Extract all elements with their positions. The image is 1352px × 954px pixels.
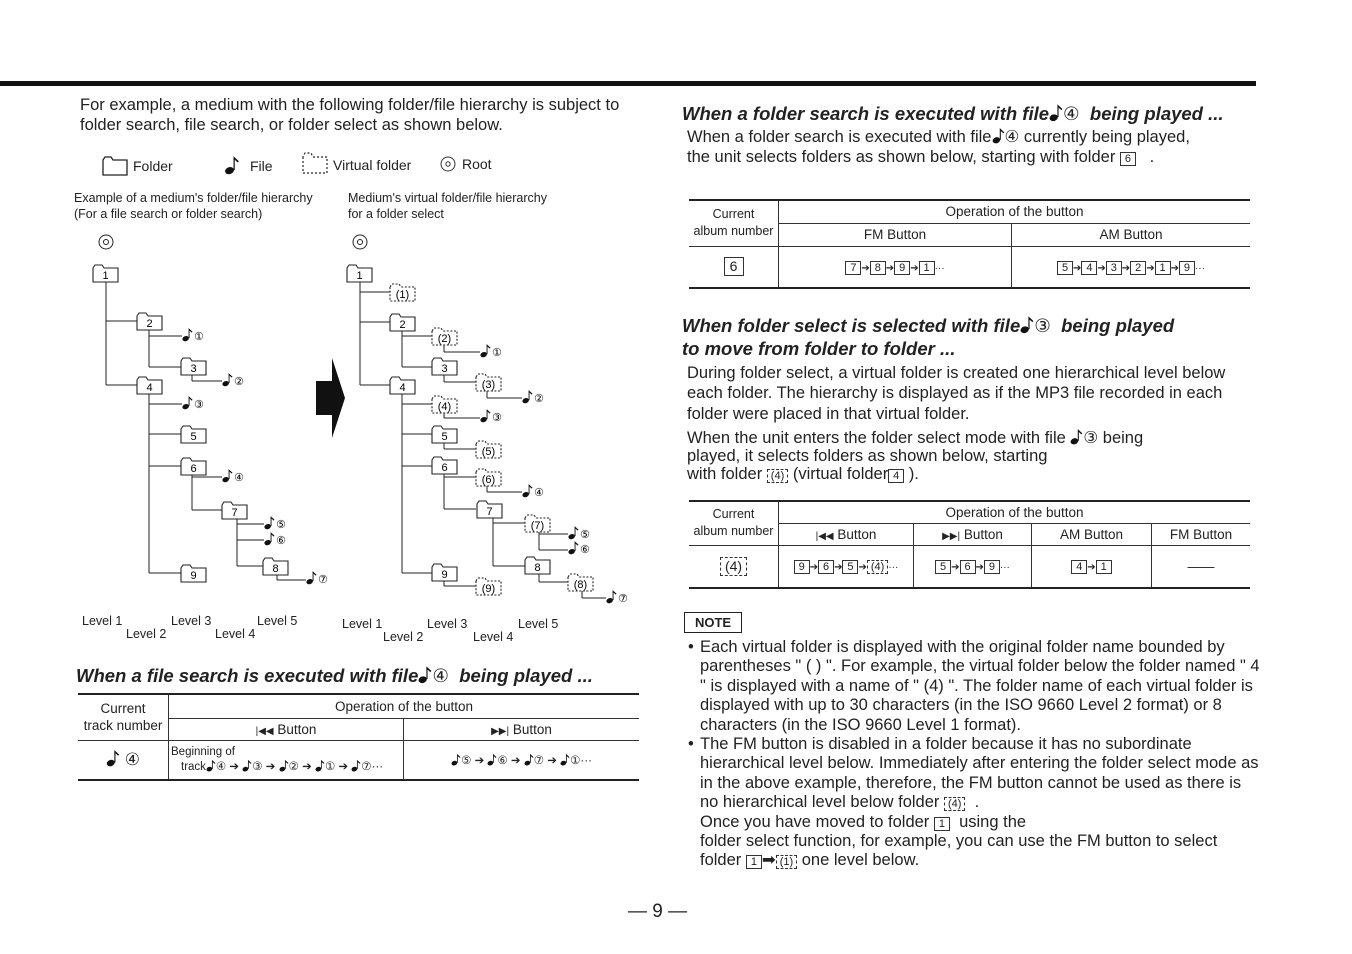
- folder-sequence-item: 4: [1081, 261, 1097, 275]
- arrow-right-icon: ➔: [885, 262, 895, 274]
- folder-icon: [93, 265, 118, 282]
- right-level-2: Level 2: [383, 630, 424, 644]
- arrow-right-icon: ➔: [858, 562, 867, 574]
- right-caption-line2: for a folder select: [348, 207, 444, 221]
- folder-sequence-item: 1: [1096, 560, 1112, 574]
- folder-icon: [102, 156, 128, 176]
- folder-label: (7): [530, 520, 545, 532]
- file-label: ①: [194, 330, 204, 343]
- virtual-folder-icon: [476, 374, 501, 391]
- next-button-label: Button: [512, 721, 552, 737]
- note-item-2-a: The FM button is disabled in a folder because it has no subordinate hierarchical level below. Immediately after entering the folder select mode as in the above example, therefore, the FM button cannot be used as there is no hierarchical level below folder: [700, 735, 1259, 812]
- p2-c: played, it selects folders as shown below, starting: [687, 447, 1048, 465]
- file-label: ⑥: [580, 543, 590, 556]
- prev-sequence: [171, 759, 403, 774]
- folder-sequence-item: 1: [1155, 261, 1171, 275]
- note-item-2-e: folder select function, for example, you can use the FM button to select folder: [700, 832, 1218, 870]
- folder-badge: 6: [1120, 152, 1136, 166]
- prev-sequence-items: [206, 761, 383, 773]
- arrow-right-icon: ➔: [1170, 262, 1179, 274]
- folder-label: 1: [102, 270, 109, 282]
- arrow-right-icon: ➔: [910, 262, 919, 274]
- file-label: ⑦: [318, 573, 328, 586]
- right-virtual-folder-tree: [330, 228, 640, 610]
- folder-label: (9): [481, 583, 496, 595]
- file-label: ⑤: [276, 518, 286, 531]
- folder-search-heading-text: When a folder search is executed with file: [682, 103, 1050, 124]
- right-level-1: Level 1: [342, 617, 383, 631]
- folder-label: 8: [272, 563, 279, 575]
- left-folder-tree: [70, 228, 350, 610]
- folder-label: 3: [441, 363, 448, 375]
- current-track-header: [78, 694, 169, 740]
- current-track-value: [78, 740, 169, 780]
- prev-value-line2: track: [181, 761, 206, 774]
- folder-search-body: [687, 127, 1207, 167]
- arrow-right-icon: ➔: [975, 562, 984, 574]
- folder-label: (5): [481, 446, 496, 458]
- file-note-icon: [1020, 315, 1034, 334]
- note-list: [686, 638, 1261, 871]
- folder-label: 2: [146, 318, 153, 330]
- next-sequence-items: [935, 558, 1010, 573]
- skip-forward-icon: ▶▶|: [491, 725, 510, 737]
- arrow-right-icon: ➔: [226, 761, 243, 774]
- arrow-right-icon: ➔: [1146, 262, 1155, 274]
- right-tree-folders: [347, 265, 550, 581]
- bullet: •: [688, 638, 694, 656]
- folder-select-body-p2: [687, 428, 1247, 483]
- file-search-table: [78, 693, 639, 781]
- p2-b: being: [1102, 429, 1144, 447]
- left-level-2: Level 2: [126, 627, 167, 641]
- prev-button-label: Button: [277, 721, 317, 737]
- file-note-icon: [206, 759, 216, 772]
- right-level-3: Level 3: [427, 617, 468, 631]
- note-badge: NOTE: [684, 612, 742, 633]
- folder-icon: [181, 458, 206, 475]
- root-icon: [440, 156, 456, 172]
- next-button-label: Button: [963, 526, 1003, 542]
- legend-virtual-folder-label: Virtual folder: [333, 157, 412, 173]
- file-label: ②: [534, 392, 544, 405]
- folder-search-heading: [682, 102, 1224, 125]
- file-note-icon: [182, 396, 204, 411]
- ellipsis: ···: [999, 562, 1010, 574]
- intro-text: For example, a medium with the following folder/file hierarchy is subject to folder search, file search, or folder select as shown below.: [80, 96, 620, 134]
- file-note-icon: [315, 759, 325, 772]
- folder-icon: [263, 558, 288, 575]
- left-level-5: Level 5: [257, 614, 298, 628]
- folder-sequence-item: 6: [818, 560, 834, 574]
- note-item-2: [686, 735, 1261, 871]
- current-virtual-folder: (4): [720, 557, 747, 576]
- p2-num: ③: [1083, 429, 1099, 447]
- note-item-1: [686, 638, 1261, 735]
- virtual-folder-badge: (4): [944, 797, 965, 811]
- p2-e: (virtual folder: [792, 465, 889, 483]
- am-button-header: AM Button: [1012, 223, 1251, 246]
- virtual-folder-badge: (4): [767, 469, 788, 483]
- file-search-heading: [76, 664, 593, 687]
- folder-label: 9: [441, 569, 448, 581]
- arrow-right-icon: ➔: [1073, 262, 1082, 274]
- file-note-icon: [306, 571, 328, 586]
- file-note-icon: [182, 328, 204, 343]
- file-label: ⑤: [580, 528, 590, 541]
- virtual-folder-icon: [432, 396, 457, 413]
- file-note-icon: [480, 344, 502, 359]
- arrow-right-icon: ➔: [861, 262, 870, 274]
- right-level-5: Level 5: [518, 617, 559, 631]
- file-note-icon: [351, 759, 361, 772]
- left-tree-caption: [74, 190, 313, 222]
- next-sequence-cell: [914, 545, 1032, 588]
- file-note-icon: [242, 759, 252, 772]
- right-tree-virtual-folders: [390, 284, 593, 595]
- folder-select-heading-text: When folder select is selected with file: [682, 315, 1021, 336]
- folder-select-table: [689, 500, 1250, 589]
- fm-button-header: FM Button: [779, 223, 1012, 246]
- file-label: ⑥: [276, 534, 286, 547]
- arrow-right-icon: ➔: [1121, 262, 1131, 274]
- folder-sequence-item: 9: [894, 261, 910, 275]
- folder-sequence-item: 9: [794, 560, 810, 574]
- current-album-value: [689, 246, 779, 288]
- top-rule: [0, 81, 1256, 86]
- arrow-right-icon: ➔: [507, 754, 524, 767]
- arrow-right-icon: ➔: [298, 761, 315, 774]
- page-number: — 9 —: [628, 901, 688, 922]
- folder-sequence-item: 7: [845, 261, 861, 275]
- prev-button-label: Button: [837, 526, 877, 542]
- folder-icon: [477, 501, 502, 518]
- fm-sequence-cell: [779, 246, 1012, 288]
- fm-sequence-items: [845, 259, 944, 274]
- prev-sequence-cell: [779, 545, 914, 588]
- skip-forward-icon: ▶▶|: [942, 530, 961, 542]
- next-sequence-cell: [404, 740, 640, 780]
- folder-label: 2: [399, 319, 406, 331]
- sequence-item: ④: [206, 761, 226, 773]
- note-item-2-f: one level below.: [801, 851, 920, 870]
- folder-icon: [181, 426, 206, 443]
- folder-label: (2): [437, 333, 452, 345]
- virtual-folder-icon: [476, 441, 501, 458]
- left-caption-line2: (For a file search or folder search): [74, 207, 263, 221]
- file-note-icon: [568, 541, 590, 556]
- left-level-4: Level 4: [215, 627, 256, 641]
- arrow-right-icon: ➔: [471, 754, 488, 767]
- sequence-item: ①: [315, 761, 335, 773]
- folder-sequence-item: 9: [1179, 261, 1195, 275]
- am-sequence-items: [1071, 558, 1111, 573]
- file-note-icon: [279, 759, 289, 772]
- virtual-folder-icon: [432, 328, 457, 345]
- folder-label: (8): [573, 579, 588, 591]
- virtual-folder-icon: [525, 515, 550, 532]
- folder-label: (3): [481, 379, 496, 391]
- header-line: album number: [693, 224, 774, 239]
- folder-icon: [181, 565, 206, 582]
- fm-value-cell: ——: [1152, 545, 1251, 588]
- file-note-icon: [418, 665, 432, 684]
- file-note-icon: [264, 516, 286, 531]
- folder-sequence-item: (4): [867, 560, 888, 574]
- p2-d: with folder: [687, 465, 763, 483]
- folder-sequence-item: 1: [919, 261, 935, 275]
- folder-label: (1): [395, 289, 410, 301]
- ellipsis: ···: [934, 262, 945, 274]
- file-note-icon: [522, 484, 544, 499]
- file-label: ④: [534, 486, 544, 499]
- virtual-folder-icon: [568, 574, 593, 591]
- right-level-4: Level 4: [473, 630, 514, 644]
- left-level-3: Level 3: [171, 614, 212, 628]
- sequence-item: ⑥: [487, 755, 507, 767]
- right-tree-caption: [348, 190, 547, 222]
- header-line: Current: [100, 701, 146, 717]
- folder-sequence-item: 2: [1130, 261, 1146, 275]
- folder-icon: [347, 265, 372, 282]
- note-item-2-c: Once you have moved to folder: [700, 812, 930, 831]
- folder-select-heading-num: ③: [1034, 315, 1051, 336]
- arrow-right-icon: ➔: [1087, 562, 1096, 574]
- file-note-icon: [222, 469, 244, 484]
- next-button-header: [404, 718, 640, 740]
- folder-icon: [432, 426, 457, 443]
- operation-header: Operation of the button: [779, 501, 1251, 523]
- file-note-icon: [487, 753, 497, 766]
- file-search-heading-text: When a file search is executed with file: [76, 665, 419, 686]
- ellipsis: ···: [580, 754, 592, 767]
- left-level-1: Level 1: [82, 614, 123, 628]
- folder-label: 4: [146, 382, 153, 394]
- p2-g: ).: [908, 465, 919, 483]
- folder-icon: [432, 358, 457, 375]
- file-note-icon: [264, 532, 286, 547]
- folder-search-body-num: ④: [1004, 128, 1020, 146]
- virtual-folder-icon: [390, 284, 415, 301]
- file-search-heading-post: being played ...: [459, 665, 593, 686]
- current-album-header: [689, 501, 779, 545]
- header-line: album number: [693, 524, 774, 539]
- folder-label: 8: [534, 562, 541, 574]
- legend-root-label: Root: [462, 156, 492, 172]
- folder-select-heading: [682, 314, 1174, 360]
- file-note-icon: [522, 390, 544, 405]
- arrow-right-icon: ➔: [544, 754, 561, 767]
- folder-badge: 4: [888, 469, 904, 483]
- file-note-icon: [480, 409, 502, 424]
- sequence-item: ①: [560, 755, 580, 767]
- sequence-item: ⑦: [351, 761, 371, 773]
- folder-label: 1: [356, 270, 363, 282]
- prev-sequence-cell: [169, 740, 404, 780]
- left-caption-line1: Example of a medium's folder/file hierarchy: [74, 191, 313, 205]
- ellipsis: ···: [371, 761, 384, 774]
- prev-button-header: [169, 718, 404, 740]
- folder-label: (6): [481, 474, 496, 486]
- virtual-folder-badge: (1): [776, 855, 797, 869]
- folder-icon: [390, 377, 415, 394]
- header-line: track number: [83, 718, 163, 734]
- file-note-icon: [224, 155, 240, 175]
- folder-search-body-2: currently being played, the unit selects folders as shown below, starting with folder: [687, 128, 1190, 166]
- file-label: ③: [194, 398, 204, 411]
- prev-sequence-items: [794, 558, 899, 573]
- folder-label: 9: [190, 570, 197, 582]
- folder-sequence-item: 3: [1106, 261, 1122, 275]
- folder-search-table: [689, 199, 1250, 289]
- sequence-item: ②: [279, 761, 299, 773]
- next-sequence-items: [451, 755, 592, 767]
- arrow-right-icon: ➔: [834, 562, 843, 574]
- folder-label: 3: [190, 363, 197, 375]
- folder-select-body-p1: During folder select, a virtual folder is created one hierarchical level below each folder. The hierarchy is displayed as if the MP3 file recorded in each folder were placed in that virtual folder.: [687, 364, 1226, 423]
- file-note-icon: [606, 590, 628, 605]
- prev-button-header: [779, 523, 914, 545]
- arrow-right-icon: ➔: [1097, 262, 1106, 274]
- file-note-icon: [451, 753, 461, 766]
- folder-label: 7: [231, 507, 238, 519]
- folder-badge: 1: [934, 817, 950, 831]
- sequence-item: ⑤: [451, 755, 471, 767]
- file-search-heading-num: ④: [432, 665, 449, 686]
- right-caption-line1: Medium's virtual folder/file hierarchy: [348, 191, 547, 205]
- folder-label: 5: [190, 431, 197, 443]
- folder-icon: [390, 314, 415, 331]
- folder-sequence-item: 4: [1071, 560, 1087, 574]
- next-button-header: [914, 523, 1032, 545]
- folder-sequence-item: 9: [984, 560, 1000, 574]
- arrow-right-icon: ➔: [262, 761, 279, 774]
- sequence-item: ⑦: [524, 755, 544, 767]
- file-label: ①: [492, 346, 502, 359]
- legend-file-label: File: [250, 158, 273, 174]
- folder-sequence-item: 6: [960, 560, 976, 574]
- folder-sequence-item: 5: [935, 560, 951, 574]
- left-tree-folders: [93, 265, 288, 582]
- file-label: ⑦: [618, 592, 628, 605]
- note-item-2-d: using the: [959, 812, 1027, 831]
- folder-select-heading-line2: to move from folder to folder ...: [682, 338, 956, 359]
- am-sequence-cell: [1032, 545, 1152, 588]
- file-label: ②: [234, 375, 244, 388]
- file-label: ③: [492, 411, 502, 424]
- folder-icon: [181, 358, 206, 375]
- bullet: •: [688, 735, 694, 754]
- file-note-icon: [1049, 103, 1063, 122]
- folder-icon: [432, 564, 457, 581]
- note-item-2-b: .: [974, 793, 980, 812]
- am-button-header: AM Button: [1032, 523, 1152, 545]
- file-note-icon: [106, 749, 120, 767]
- current-track-number: ④: [124, 750, 140, 770]
- folder-label: (4): [437, 401, 452, 413]
- legend-folder-label: Folder: [133, 158, 173, 174]
- ellipsis: ···: [888, 562, 899, 574]
- folder-search-body-1: When a folder search is executed with file: [687, 128, 992, 146]
- p2-a: When the unit enters the folder select mode with file: [687, 429, 1066, 447]
- folder-sequence-item: 5: [1057, 261, 1073, 275]
- skip-back-icon: |◀◀: [255, 725, 274, 737]
- arrow-right-icon: ➔: [809, 562, 819, 574]
- folder-sequence-item: 8: [870, 261, 886, 275]
- file-note-icon: [992, 127, 1005, 144]
- note-item-1-text: Each virtual folder is displayed with the original folder name bounded by parentheses " ( ) ". For example, the virtual folder below the folder named " 4 " is displayed with a name of " (4) ". The folder name of each virtual folder is displayed with up to 30 characters (in the ISO 9660 Level 2 format) or 8 characters (in the ISO 9660 Level 1 format).: [700, 638, 1260, 734]
- am-sequence-cell: [1012, 246, 1251, 288]
- current-album-header: [689, 200, 779, 246]
- folder-badge: 1: [746, 855, 762, 869]
- virtual-folder-icon: [476, 469, 501, 486]
- file-label: ④: [234, 471, 244, 484]
- folder-label: 7: [486, 506, 493, 518]
- arrow-right-icon: ➡: [761, 851, 776, 870]
- virtual-folder-icon: [476, 578, 501, 595]
- folder-search-heading-num: ④: [1063, 103, 1080, 124]
- folder-search-body-end: .: [1149, 147, 1155, 166]
- sequence-item: ③: [242, 761, 262, 773]
- folder-icon: [137, 313, 162, 330]
- file-note-icon: [1070, 428, 1083, 445]
- folder-icon: [525, 557, 550, 574]
- folder-icon: [137, 377, 162, 394]
- file-note-icon: [568, 526, 590, 541]
- header-line: Current: [712, 507, 755, 522]
- arrow-right-icon: ➔: [335, 761, 352, 774]
- folder-search-heading-post: being played ...: [1089, 103, 1224, 124]
- folder-label: 5: [441, 431, 448, 443]
- folder-select-heading-post: being played: [1061, 315, 1175, 336]
- header-line: Current: [712, 207, 755, 222]
- operation-header: Operation of the button: [779, 200, 1251, 223]
- prev-value-line1: Beginning of: [171, 746, 235, 759]
- folder-label: 6: [441, 462, 448, 474]
- folder-sequence-item: 5: [842, 560, 858, 574]
- operation-header: Operation of the button: [169, 694, 640, 718]
- ellipsis: ···: [1194, 262, 1205, 274]
- file-note-icon: [560, 753, 570, 766]
- file-note-icon: [524, 753, 534, 766]
- current-album-folder: 6: [724, 257, 744, 276]
- folder-label: 6: [190, 463, 197, 475]
- arrow-right-icon: ➔: [951, 562, 960, 574]
- folder-icon: [432, 457, 457, 474]
- fm-button-header: FM Button: [1152, 523, 1251, 545]
- skip-back-icon: |◀◀: [815, 530, 834, 542]
- virtual-folder-icon: [302, 152, 328, 174]
- folder-icon: [222, 502, 247, 519]
- current-album-value: [689, 545, 779, 588]
- folder-label: 4: [399, 382, 406, 394]
- am-sequence-items: [1057, 259, 1205, 274]
- file-note-icon: [222, 373, 244, 388]
